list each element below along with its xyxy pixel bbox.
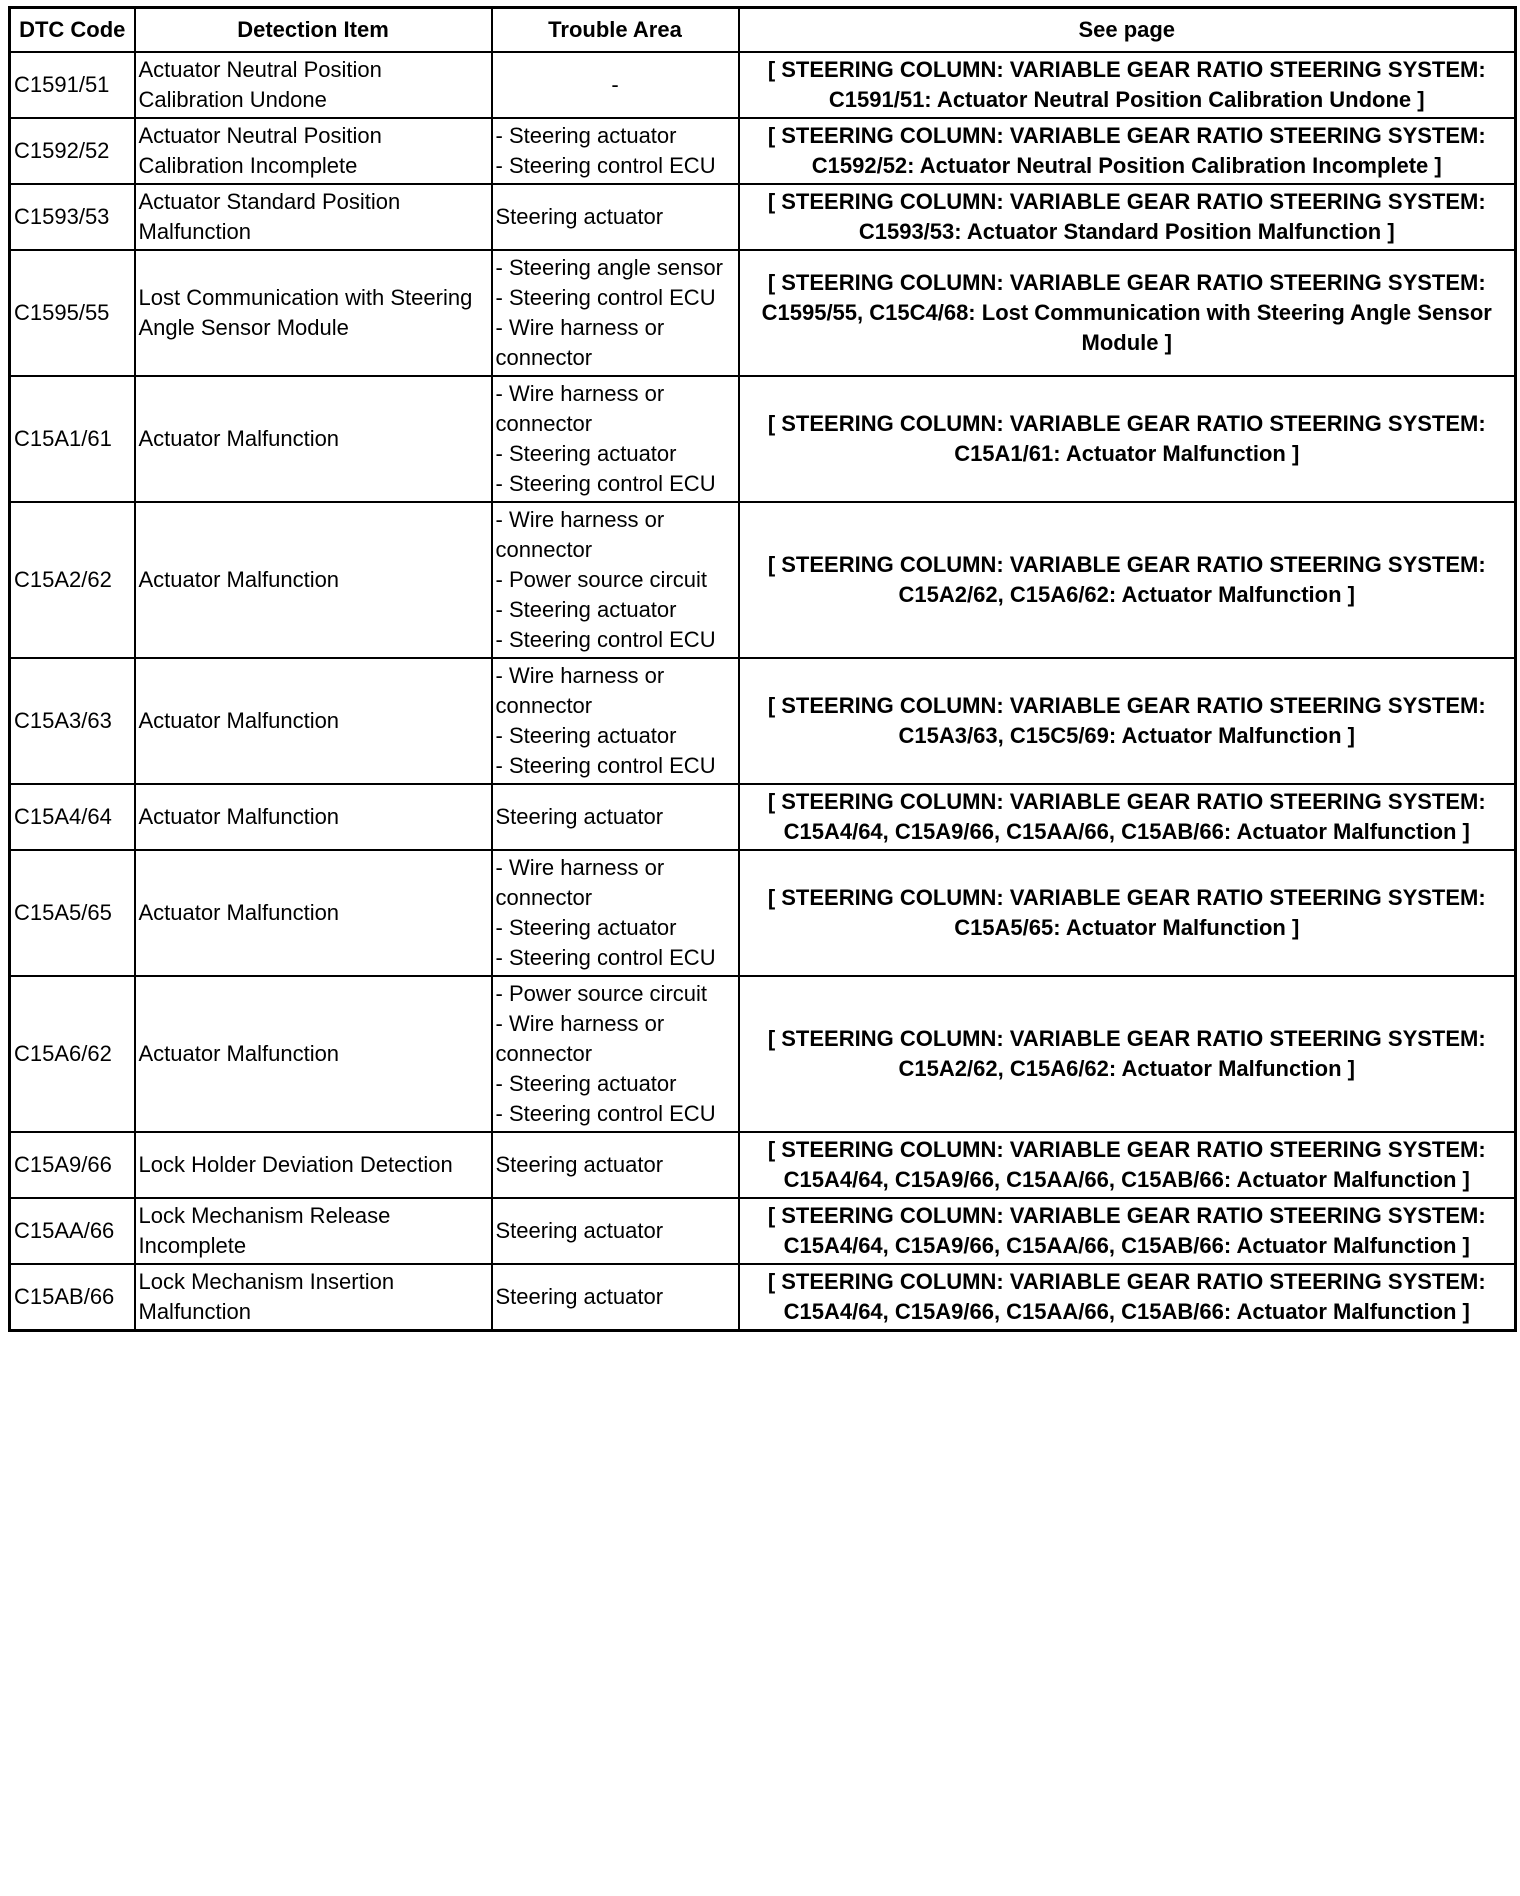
detection-item-cell: Lost Communication with Steering Angle Sensor Module [135, 250, 492, 376]
table-row [10, 118, 1516, 184]
trouble-area-line: Steering actuator [495, 204, 664, 229]
trouble-area-line: Steering actuator [495, 804, 664, 829]
see-page-link[interactable]: [ STEERING COLUMN: VARIABLE GEAR RATIO STEERING SYSTEM: C15A3/63, C15C5/69: Actuator Malfunction ] [739, 658, 1516, 784]
trouble-area-line: - Wire harness or connector [495, 315, 665, 370]
trouble-area-line: - Wire harness or connector [495, 381, 665, 436]
dtc-code-cell: C1593/53 [10, 184, 135, 250]
table-row [10, 1264, 1516, 1331]
detection-item-cell: Lock Mechanism Release Incomplete [135, 1198, 492, 1264]
trouble-area-line: - Wire harness or connector [495, 663, 665, 718]
see-page-link[interactable]: [ STEERING COLUMN: VARIABLE GEAR RATIO STEERING SYSTEM: C15A2/62, C15A6/62: Actuator Malfunction ] [739, 502, 1516, 658]
detection-item-cell: Actuator Malfunction [135, 784, 492, 850]
trouble-area-line: - Steering control ECU [495, 753, 716, 778]
trouble-area-cell [492, 250, 739, 376]
header-see-page: See page [739, 8, 1516, 53]
dtc-code-cell: C15A1/61 [10, 376, 135, 502]
trouble-area-line: - Steering actuator [495, 723, 677, 748]
dtc-code-cell: C15AB/66 [10, 1264, 135, 1331]
table-row [10, 1132, 1516, 1198]
detection-item-cell: Actuator Malfunction [135, 502, 492, 658]
see-page-link[interactable]: [ STEERING COLUMN: VARIABLE GEAR RATIO STEERING SYSTEM: C15A1/61: Actuator Malfunction ] [739, 376, 1516, 502]
trouble-area-cell [492, 658, 739, 784]
trouble-area-line: - Steering actuator [495, 597, 677, 622]
trouble-area-line: - Steering actuator [495, 1071, 677, 1096]
table-row [10, 1198, 1516, 1264]
table-row [10, 658, 1516, 784]
header-trouble-area: Trouble Area [492, 8, 739, 53]
table-row [10, 850, 1516, 976]
see-page-link[interactable]: [ STEERING COLUMN: VARIABLE GEAR RATIO STEERING SYSTEM: C1591/51: Actuator Neutral Position Calibration Undone ] [739, 52, 1516, 118]
trouble-area-line: Steering actuator [495, 1218, 664, 1243]
detection-item-cell: Lock Mechanism Insertion Malfunction [135, 1264, 492, 1331]
trouble-area-line: - Steering control ECU [495, 1101, 716, 1126]
trouble-area-line: - Steering control ECU [495, 285, 716, 310]
trouble-area-line: - Steering actuator [495, 915, 677, 940]
trouble-area-line: - Power source circuit [495, 981, 708, 1006]
detection-item-cell: Actuator Malfunction [135, 376, 492, 502]
table-row [10, 376, 1516, 502]
trouble-area-cell [492, 1198, 739, 1264]
detection-item-cell: Actuator Neutral Position Calibration Incomplete [135, 118, 492, 184]
trouble-area-cell [492, 376, 739, 502]
trouble-area-cell [492, 52, 739, 118]
table-body [10, 52, 1516, 1331]
trouble-area-line: - Wire harness or connector [495, 855, 665, 910]
see-page-link[interactable]: [ STEERING COLUMN: VARIABLE GEAR RATIO STEERING SYSTEM: C15A4/64, C15A9/66, C15AA/66, C15AB/66: Actuator Malfunction ] [739, 1264, 1516, 1331]
detection-item-cell: Actuator Malfunction [135, 976, 492, 1132]
see-page-link[interactable]: [ STEERING COLUMN: VARIABLE GEAR RATIO STEERING SYSTEM: C15A4/64, C15A9/66, C15AA/66, C15AB/66: Actuator Malfunction ] [739, 1132, 1516, 1198]
see-page-link[interactable]: [ STEERING COLUMN: VARIABLE GEAR RATIO STEERING SYSTEM: C1595/55, C15C4/68: Lost Communication with Steering Angle Sensor Module ] [739, 250, 1516, 376]
trouble-area-line: Steering actuator [495, 1152, 664, 1177]
detection-item-cell: Actuator Neutral Position Calibration Undone [135, 52, 492, 118]
dtc-table [8, 6, 1517, 1332]
table-header-row [10, 8, 1516, 53]
trouble-area-line: Steering actuator [495, 1284, 664, 1309]
table-row [10, 976, 1516, 1132]
trouble-area-line: - Steering actuator [495, 123, 677, 148]
trouble-area-cell [492, 850, 739, 976]
table-row [10, 502, 1516, 658]
see-page-link[interactable]: [ STEERING COLUMN: VARIABLE GEAR RATIO STEERING SYSTEM: C1592/52: Actuator Neutral Position Calibration Incomplete ] [739, 118, 1516, 184]
table-row [10, 184, 1516, 250]
see-page-link[interactable]: [ STEERING COLUMN: VARIABLE GEAR RATIO STEERING SYSTEM: C15A4/64, C15A9/66, C15AA/66, C15AB/66: Actuator Malfunction ] [739, 784, 1516, 850]
dtc-code-cell: C15A5/65 [10, 850, 135, 976]
trouble-area-line: - Wire harness or connector [495, 507, 665, 562]
dtc-table-container [8, 6, 1514, 1332]
trouble-area-line: - Steering control ECU [495, 945, 716, 970]
trouble-area-cell [492, 502, 739, 658]
dtc-code-cell: C15A3/63 [10, 658, 135, 784]
dtc-code-cell: C1595/55 [10, 250, 135, 376]
trouble-area-line: - Wire harness or connector [495, 1011, 665, 1066]
trouble-area-cell [492, 184, 739, 250]
trouble-area-line: - Steering angle sensor [495, 255, 723, 280]
trouble-area-line: - Steering control ECU [495, 153, 716, 178]
trouble-area-cell [492, 118, 739, 184]
trouble-area-line: - [611, 72, 619, 97]
trouble-area-line: - Steering control ECU [495, 471, 716, 496]
header-dtc-code: DTC Code [10, 8, 135, 53]
trouble-area-cell [492, 784, 739, 850]
header-detection-item: Detection Item [135, 8, 492, 53]
see-page-link[interactable]: [ STEERING COLUMN: VARIABLE GEAR RATIO STEERING SYSTEM: C15A4/64, C15A9/66, C15AA/66, C15AB/66: Actuator Malfunction ] [739, 1198, 1516, 1264]
table-row [10, 784, 1516, 850]
dtc-code-cell: C15A4/64 [10, 784, 135, 850]
table-row [10, 250, 1516, 376]
detection-item-cell: Actuator Malfunction [135, 658, 492, 784]
trouble-area-cell [492, 976, 739, 1132]
dtc-code-cell: C15A2/62 [10, 502, 135, 658]
detection-item-cell: Actuator Malfunction [135, 850, 492, 976]
trouble-area-cell [492, 1132, 739, 1198]
dtc-code-cell: C1591/51 [10, 52, 135, 118]
dtc-code-cell: C1592/52 [10, 118, 135, 184]
trouble-area-line: - Steering actuator [495, 441, 677, 466]
detection-item-cell: Lock Holder Deviation Detection [135, 1132, 492, 1198]
trouble-area-line: - Power source circuit [495, 567, 708, 592]
dtc-code-cell: C15AA/66 [10, 1198, 135, 1264]
see-page-link[interactable]: [ STEERING COLUMN: VARIABLE GEAR RATIO STEERING SYSTEM: C15A5/65: Actuator Malfunction ] [739, 850, 1516, 976]
trouble-area-line: - Steering control ECU [495, 627, 716, 652]
dtc-code-cell: C15A9/66 [10, 1132, 135, 1198]
detection-item-cell: Actuator Standard Position Malfunction [135, 184, 492, 250]
table-row [10, 52, 1516, 118]
dtc-code-cell: C15A6/62 [10, 976, 135, 1132]
see-page-link[interactable]: [ STEERING COLUMN: VARIABLE GEAR RATIO STEERING SYSTEM: C1593/53: Actuator Standard Position Malfunction ] [739, 184, 1516, 250]
see-page-link[interactable]: [ STEERING COLUMN: VARIABLE GEAR RATIO STEERING SYSTEM: C15A2/62, C15A6/62: Actuator Malfunction ] [739, 976, 1516, 1132]
trouble-area-cell [492, 1264, 739, 1331]
